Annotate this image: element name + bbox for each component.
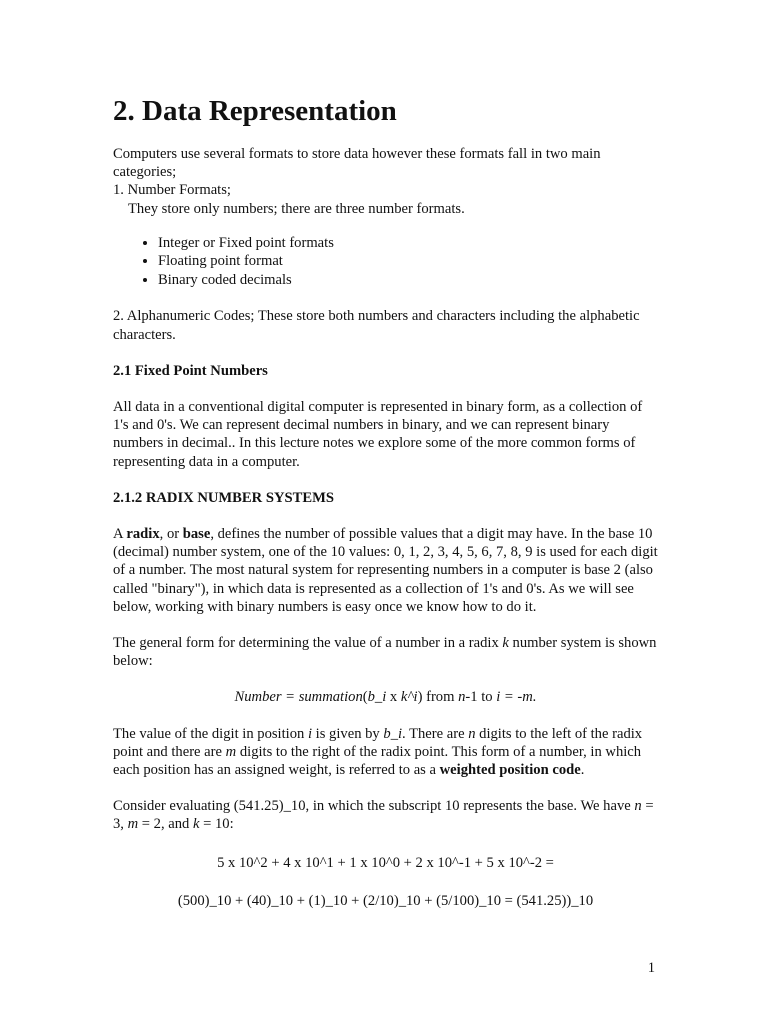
variable-m: m (225, 743, 237, 760)
text-run: . (580, 761, 585, 778)
variable-n: n (468, 725, 476, 742)
formula-m: m (522, 689, 533, 706)
formula-part: x (386, 689, 401, 706)
text-run: A (113, 525, 127, 542)
text-run: is given by (312, 725, 384, 742)
fixed-point-paragraph: All data in a conventional digital computer is represented in binary form, as a collection of 1's and 0's. We can represent decimal numbers in binary, and we can represent binary numbers in decimal.. In this lecture notes we explore some of the more common forms of representing data in a computer. (113, 398, 643, 470)
text-run: . There are (402, 725, 469, 742)
formula-number: Number (234, 689, 282, 706)
variable-n: n (634, 798, 642, 815)
formula-part: -1 to (465, 689, 497, 706)
term-base: base (182, 525, 211, 542)
text-run: digits to the right of the radix point. This form of a number, in which each position has an assigned weight, is referred to as a (113, 743, 642, 778)
text-run: = 2, and (138, 816, 193, 833)
equation-result: (500)_10 + (40)_10 + (1)_10 + (2/10)_10 + (5/100)_10 = (541.25))_10 (177, 892, 594, 909)
page-number: 1 (647, 960, 655, 976)
category-number-formats: 1. Number Formats; (113, 182, 231, 199)
alphanumeric-paragraph: 2. Alphanumeric Codes; These store both numbers and characters including the alphabetic characters. (113, 308, 640, 343)
term-radix: radix (126, 525, 160, 542)
radix-paragraph (113, 525, 658, 616)
formula (113, 688, 658, 706)
formula-summation: summation (298, 689, 363, 706)
text-run: , or (159, 525, 183, 542)
formula-i: i (496, 689, 501, 706)
term-weighted-position-code: weighted position code (439, 761, 581, 778)
text-run: digits to the left of the radix point and there are (113, 725, 643, 760)
formula-part: = - (500, 689, 523, 706)
text-run: Consider evaluating (541.25)_10, in which the subscript 10 represents the base. We have (113, 798, 635, 815)
page-content (113, 92, 658, 910)
number-formats-description: They store only numbers; there are three number formats. (128, 200, 465, 217)
text-run: number system is shown below: (113, 634, 657, 670)
digit-value-paragraph (113, 725, 658, 780)
formula-bi: b_i (367, 689, 387, 706)
variable-m: m (127, 816, 139, 833)
section-heading-radix: 2.1.2 RADIX NUMBER SYSTEMS (113, 489, 334, 506)
formula-kpow: k^i (400, 689, 418, 706)
page-title: 2. Data Representation (113, 95, 397, 127)
example-paragraph (113, 797, 658, 833)
formula-n: n (458, 689, 466, 706)
text-run: = 10: (199, 816, 234, 833)
text-run: The value of the digit in position (113, 725, 308, 742)
formula-part: . (532, 689, 537, 706)
text-run: , defines the number of possible values that a digit may have. In the base 10 (decimal) number system, one of the 10 values: 0, 1, 2, 3, 4, 5, 6, 7, 8, 9 is used for each digit of a number. The most natural system for representing numbers in a computer is base 2 (also called "binary"), in which data is represented as a collection of 1's and 0's. As we will see below, working with binary numbers is easy once we know how to do it. (113, 525, 658, 615)
text-run: The general form for determining the value of a number in a radix (113, 634, 503, 651)
list-item: • Integer or Fixed point formats (158, 234, 658, 253)
formula-part: ) from (417, 689, 459, 706)
list-item: • Binary coded decimals (158, 271, 658, 290)
intro-paragraph (113, 145, 658, 218)
list-item: • Floating point format (158, 252, 658, 271)
formula-part: = (281, 689, 299, 706)
intro-line: Computers use several formats to store data however these formats fall in two main categories; (113, 146, 601, 181)
text-run: = 3, (113, 798, 654, 833)
variable-i: i (307, 725, 313, 742)
variable-bi: b_i (383, 725, 403, 742)
variable-k: k (502, 634, 509, 651)
variable-k: k (192, 816, 200, 833)
general-form-paragraph (113, 634, 658, 670)
number-formats-list (113, 234, 658, 290)
formula-part: ( (362, 689, 368, 706)
section-heading-fixed-point: 2.1 Fixed Point Numbers (113, 362, 268, 379)
equation-expansion: 5 x 10^2 + 4 x 10^1 + 1 x 10^0 + 2 x 10^-1 + 5 x 10^-2 = (217, 854, 554, 871)
